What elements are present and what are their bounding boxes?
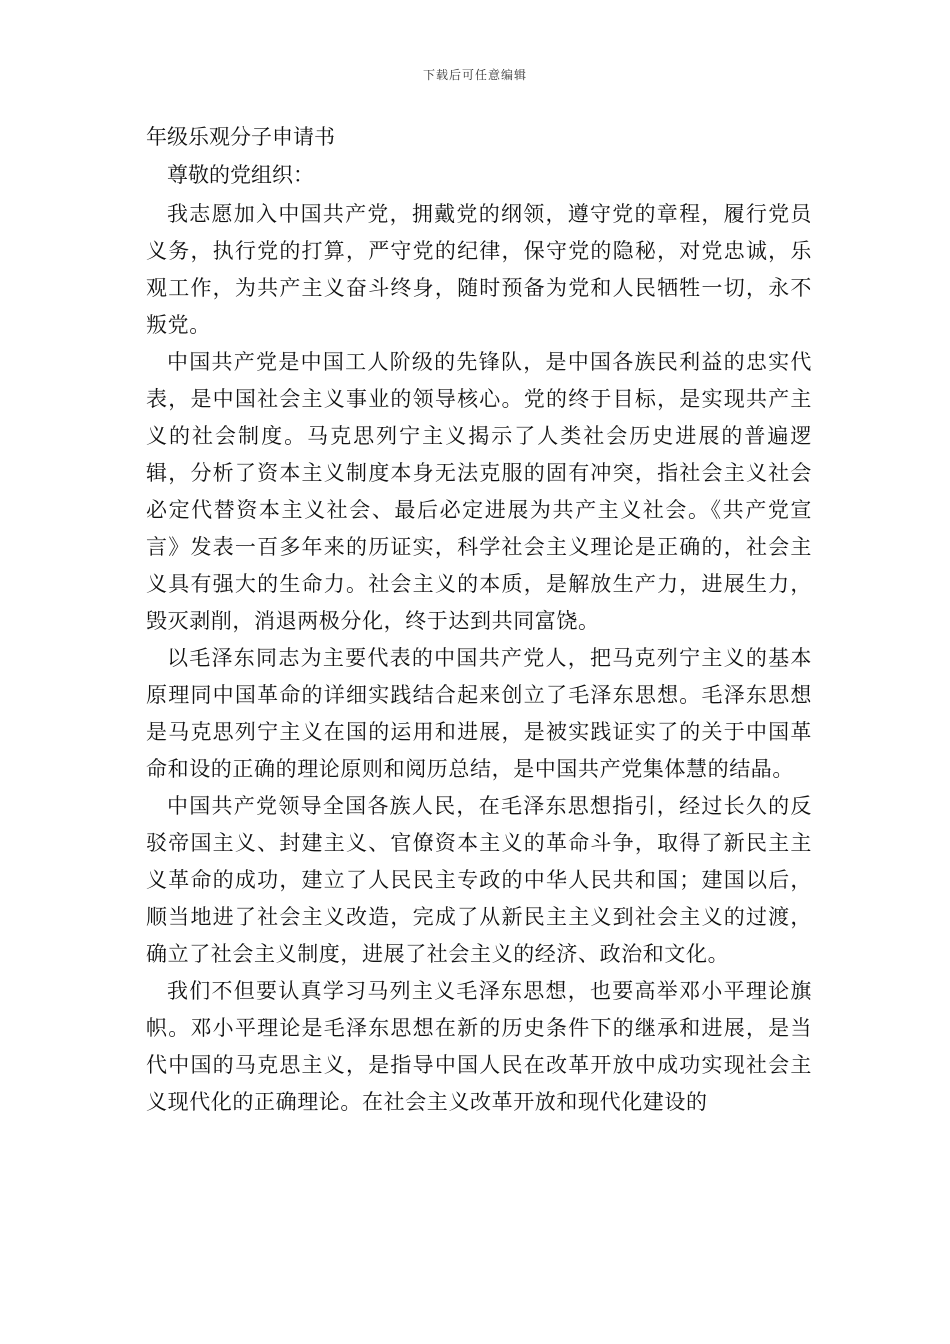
document-body bbox=[146, 118, 812, 1121]
paragraph-2: 中国共产党是中国工人阶级的先锋队，是中国各族民利益的忠实代表，是中国社会主义事业的领导核心。党的终于目标，是实现共产主义的社会制度。马克思列宁主义揭示了人类社会历史进展的普遍逻辑，分析了资本主义制度本身无法克服的固有冲突，指社会主义社会必定代替资本主义社会、最后必定进展为共产主义社会。《共产党宣言》发表一百多年来的历证实，科学社会主义理论是正确的，社会主义具有强大的生命力。社会主义的本质，是解放生产力，进展生力，毁灭剥削，消退两极分化，终于达到共同富饶。 bbox=[146, 350, 812, 633]
paragraph-4: 中国共产党领导全国各族人民，在毛泽东思想指引，经过长久的反驳帝国主义、封建主义、官僚资本主义的革命斗争，取得了新民主主义革命的成功，建立了人民民主专政的中华人民共和国；建国以后，顺当地进了社会主义改造，完成了从新民主主义到社会主义的过渡，确立了社会主义制度，进展了社会主义的经济、政治和文化。 bbox=[146, 794, 812, 966]
paragraph-5: 我们不但要认真学习马列主义毛泽东思想，也要高举邓小平理论旗帜。邓小平理论是毛泽东思想在新的历史条件下的继承和进展，是当代中国的马克思主义，是指导中国人民在改革开放中成功实现社会主义现代化的正确理论。在社会主义改革开放和现代化建设的 bbox=[146, 979, 812, 1114]
header-note: 下载后可任意编辑 bbox=[422, 68, 527, 82]
document-title: 年级乐观分子申请书 bbox=[146, 125, 335, 149]
paragraph-1: 我志愿加入中国共产党，拥戴党的纲领，遵守党的章程，履行党员义务，执行党的打算，严守党的纪律，保守党的隐秘，对党忠诚，乐观工作，为共产主义奋斗终身，随时预备为党和人民牺牲一切，永不叛党。 bbox=[146, 202, 812, 337]
paragraph-3: 以毛泽东同志为主要代表的中国共产党人，把马克列宁主义的基本原理同中国革命的详细实践结合起来创立了毛泽东思想。毛泽东思想是马克思列宁主义在国的运用和进展，是被实践证实了的关于中国革命和设的正确的理论原则和阅历总结，是中国共产党集体慧的结晶。 bbox=[146, 646, 812, 781]
salutation: 尊敬的党组织： bbox=[167, 163, 314, 187]
